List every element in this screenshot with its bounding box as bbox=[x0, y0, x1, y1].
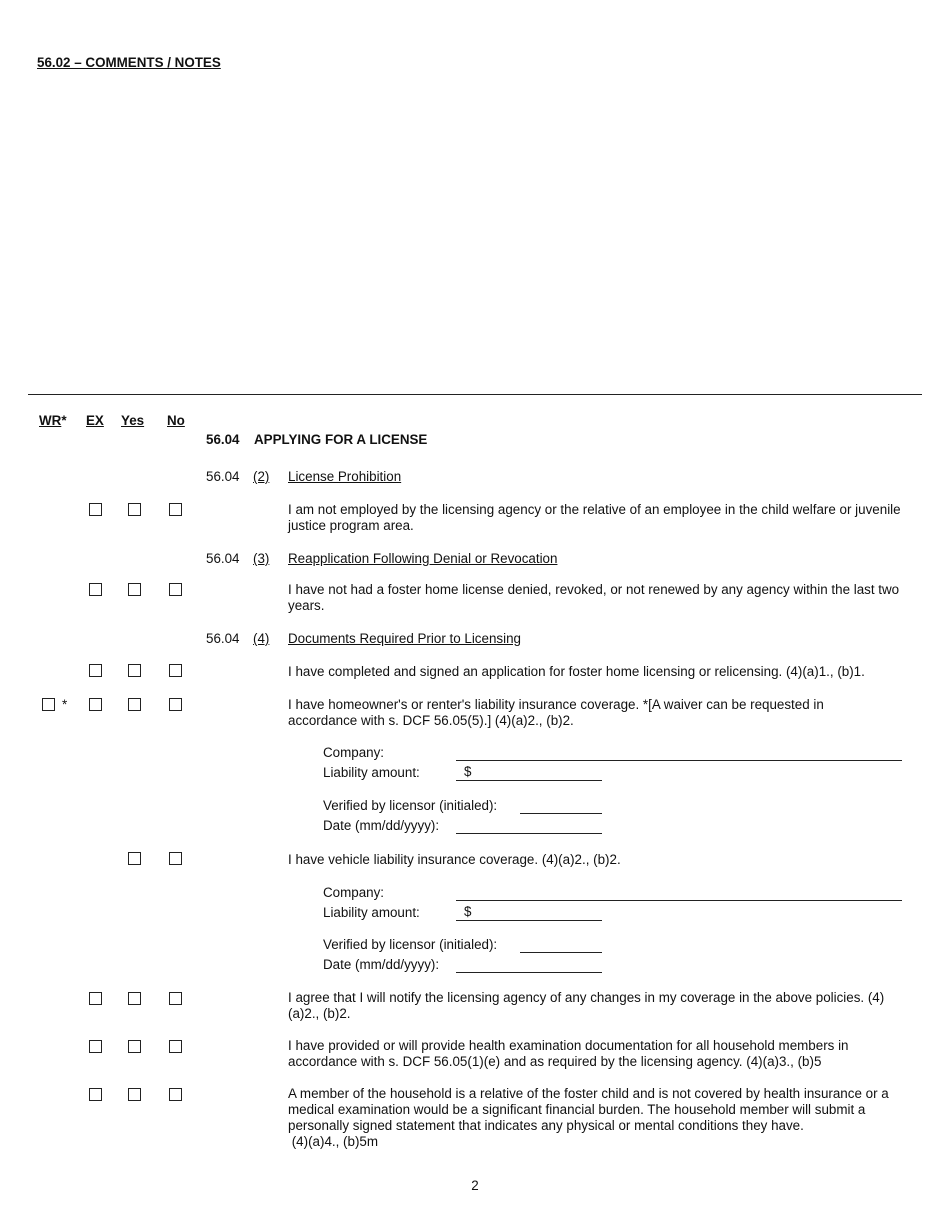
subsection-3-number: (3) bbox=[253, 551, 270, 566]
notify-yes-checkbox[interactable] bbox=[128, 992, 141, 1005]
employment-text: I am not employed by the licensing agency or the relative of an employee in the child welfare or juvenile justice program area. bbox=[288, 502, 901, 533]
subsection-2-title: License Prohibition bbox=[288, 469, 402, 484]
homeowner-currency: $ bbox=[464, 764, 472, 779]
homeowner-verified-field[interactable] bbox=[520, 799, 602, 814]
vehicle-company-label: Company: bbox=[323, 885, 385, 900]
vehicle-yes-checkbox[interactable] bbox=[128, 852, 141, 865]
vehicle-company-field[interactable] bbox=[456, 886, 902, 901]
homeowner-ex-checkbox[interactable] bbox=[89, 698, 102, 711]
relative-text bbox=[288, 1086, 913, 1150]
homeowner-no-checkbox[interactable] bbox=[169, 698, 182, 711]
vehicle-verified-label: Verified by licensor (initialed): bbox=[323, 937, 498, 952]
vehicle-date-label: Date (mm/dd/yyyy): bbox=[323, 957, 440, 972]
comments-title: 56.02 – COMMENTS / NOTES bbox=[37, 55, 221, 70]
vehicle-text: I have vehicle liability insurance coverage. (4)(a)2., (b)2. bbox=[288, 852, 621, 867]
application-no-checkbox[interactable] bbox=[169, 664, 182, 677]
notify-no-checkbox[interactable] bbox=[169, 992, 182, 1005]
section-title: APPLYING FOR A LICENSE bbox=[254, 432, 428, 447]
health-text: I have provided or will provide health examination documentation for all household members in accordance with s. DCF 56.05(1)(e) and as required by the licensing agency. (4)(a)3., (b)5 bbox=[288, 1038, 849, 1069]
relative-yes-checkbox[interactable] bbox=[128, 1088, 141, 1101]
subsection-2-section: 56.04 bbox=[206, 469, 240, 484]
employment-yes-checkbox[interactable] bbox=[128, 503, 141, 516]
section-divider bbox=[28, 394, 922, 395]
homeowner-liability-field[interactable] bbox=[456, 766, 602, 781]
reapplication-text: I have not had a foster home license denied, revoked, or not renewed by any agency within the last two years. bbox=[288, 582, 900, 613]
homeowner-verified-label: Verified by licensor (initialed): bbox=[323, 798, 498, 813]
application-yes-checkbox[interactable] bbox=[128, 664, 141, 677]
homeowner-yes-checkbox[interactable] bbox=[128, 698, 141, 711]
relative-body: A member of the household is a relative of the foster child and is not covered by health insurance or a medical examination would be a significant financial burden. The household member will submit a personally signed statement that indicates any physical or mental conditions they have. bbox=[288, 1086, 889, 1133]
comments-area[interactable] bbox=[37, 80, 917, 370]
application-ex-checkbox[interactable] bbox=[89, 664, 102, 677]
reapplication-no-checkbox[interactable] bbox=[169, 583, 182, 596]
vehicle-date-field[interactable] bbox=[456, 958, 602, 973]
page-number: 2 bbox=[471, 1178, 479, 1193]
employment-no-checkbox[interactable] bbox=[169, 503, 182, 516]
subsection-3-section: 56.04 bbox=[206, 551, 240, 566]
health-ex-checkbox[interactable] bbox=[89, 1040, 102, 1053]
col-header-no: No bbox=[167, 413, 185, 428]
health-no-checkbox[interactable] bbox=[169, 1040, 182, 1053]
homeowner-wr-checkbox[interactable] bbox=[42, 698, 55, 711]
notify-text: I agree that I will notify the licensing agency of any changes in my coverage in the above policies. (4)(a)2., (b)2. bbox=[288, 990, 885, 1021]
homeowner-date-label: Date (mm/dd/yyyy): bbox=[323, 818, 440, 833]
homeowner-liability-label: Liability amount: bbox=[323, 765, 420, 780]
homeowner-wr-star: * bbox=[62, 697, 68, 712]
vehicle-currency: $ bbox=[464, 904, 472, 919]
application-text: I have completed and signed an application for foster home licensing or relicensing. (4)(a)1., (b)1. bbox=[288, 664, 865, 679]
homeowner-company-field[interactable] bbox=[456, 746, 902, 761]
vehicle-no-checkbox[interactable] bbox=[169, 852, 182, 865]
notify-ex-checkbox[interactable] bbox=[89, 992, 102, 1005]
health-yes-checkbox[interactable] bbox=[128, 1040, 141, 1053]
relative-ref: (4)(a)4., (b)5m bbox=[288, 1134, 379, 1149]
subsection-2-number: (2) bbox=[253, 469, 270, 484]
relative-ex-checkbox[interactable] bbox=[89, 1088, 102, 1101]
vehicle-verified-field[interactable] bbox=[520, 938, 602, 953]
reapplication-ex-checkbox[interactable] bbox=[89, 583, 102, 596]
col-header-yes: Yes bbox=[121, 413, 145, 428]
homeowner-text: I have homeowner's or renter's liability insurance coverage. *[A waiver can be requested in accordance with s. DCF 56.05(5).] (4)(a)2., (b)2. bbox=[288, 697, 824, 728]
homeowner-date-field[interactable] bbox=[456, 819, 602, 834]
subsection-4-title: Documents Required Prior to Licensing bbox=[288, 631, 521, 646]
employment-ex-checkbox[interactable] bbox=[89, 503, 102, 516]
subsection-4-number: (4) bbox=[253, 631, 270, 646]
reapplication-yes-checkbox[interactable] bbox=[128, 583, 141, 596]
subsection-3-title: Reapplication Following Denial or Revocation bbox=[288, 551, 558, 566]
col-header-wr: WR* bbox=[39, 413, 67, 428]
vehicle-liability-label: Liability amount: bbox=[323, 905, 420, 920]
vehicle-liability-field[interactable] bbox=[456, 906, 602, 921]
col-header-ex: EX bbox=[86, 413, 104, 428]
homeowner-company-label: Company: bbox=[323, 745, 385, 760]
section-number: 56.04 bbox=[206, 432, 240, 447]
relative-no-checkbox[interactable] bbox=[169, 1088, 182, 1101]
subsection-4-section: 56.04 bbox=[206, 631, 240, 646]
